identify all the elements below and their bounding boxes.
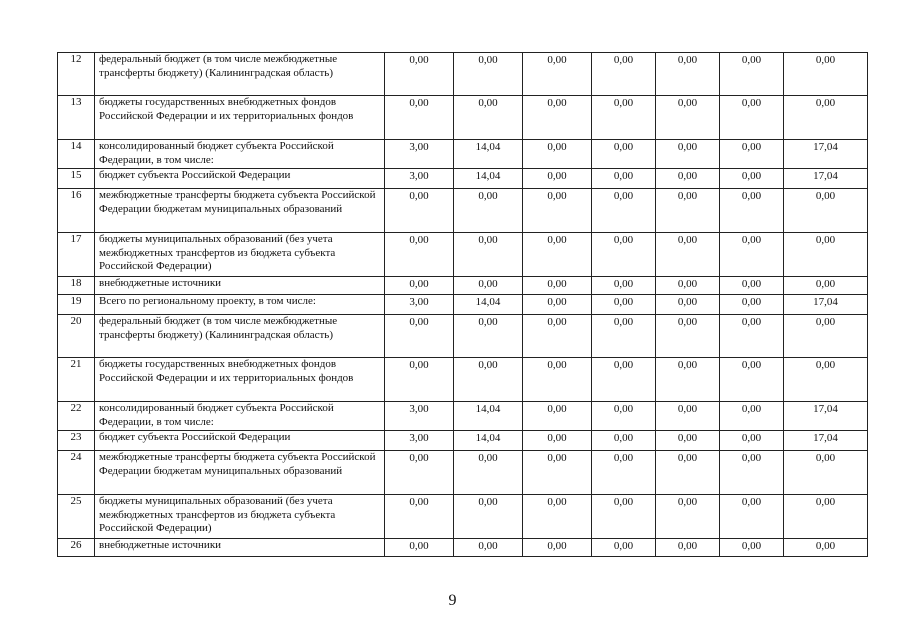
- page-number: 9: [448, 592, 457, 609]
- value-cell: 0,00: [784, 315, 868, 358]
- value-cell: 0,00: [784, 495, 868, 539]
- value-cell: 0,00: [592, 539, 656, 557]
- value-cell: 3,00: [385, 295, 454, 315]
- value-cell: 0,00: [720, 295, 784, 315]
- value-cell: 14,04: [454, 431, 523, 451]
- value-cell: 0,00: [523, 96, 592, 140]
- value-cell: 3,00: [385, 169, 454, 189]
- row-number: 19: [58, 295, 95, 315]
- value-cell: 14,04: [454, 169, 523, 189]
- value-cell: 3,00: [385, 140, 454, 169]
- row-label: федеральный бюджет (в том числе межбюджетные трансферты бюджету) (Калининградская область): [95, 53, 385, 96]
- value-cell: 0,00: [784, 539, 868, 557]
- value-cell: 0,00: [454, 315, 523, 358]
- row-label: бюджеты муниципальных образований (без учета межбюджетных трансфертов из бюджета субъекта Российской Федерации): [95, 233, 385, 277]
- value-cell: 0,00: [523, 169, 592, 189]
- value-cell: 0,00: [523, 233, 592, 277]
- value-cell: 0,00: [385, 358, 454, 402]
- table-body: [58, 53, 868, 557]
- value-cell: 17,04: [784, 140, 868, 169]
- row-number: 15: [58, 169, 95, 189]
- value-cell: 0,00: [784, 189, 868, 233]
- table-row: [58, 431, 868, 451]
- table-row: [58, 189, 868, 233]
- value-cell: 17,04: [784, 169, 868, 189]
- value-cell: 17,04: [784, 431, 868, 451]
- value-cell: 0,00: [720, 53, 784, 96]
- table-row: [58, 539, 868, 557]
- table-row: [58, 96, 868, 140]
- table-row: [58, 402, 868, 431]
- value-cell: 0,00: [523, 189, 592, 233]
- value-cell: 0,00: [523, 402, 592, 431]
- value-cell: 0,00: [656, 277, 720, 295]
- row-label: бюджет субъекта Российской Федерации: [95, 169, 385, 189]
- row-label: консолидированный бюджет субъекта Российской Федерации, в том числе:: [95, 140, 385, 169]
- value-cell: 0,00: [784, 53, 868, 96]
- value-cell: 0,00: [656, 140, 720, 169]
- row-label: межбюджетные трансферты бюджета субъекта Российской Федерации бюджетам муниципальных образований: [95, 451, 385, 495]
- table-row: [58, 451, 868, 495]
- value-cell: 0,00: [592, 451, 656, 495]
- value-cell: 0,00: [523, 140, 592, 169]
- value-cell: 0,00: [454, 451, 523, 495]
- table-row: [58, 169, 868, 189]
- row-label: внебюджетные источники: [95, 539, 385, 557]
- value-cell: 0,00: [656, 402, 720, 431]
- value-cell: 0,00: [385, 451, 454, 495]
- row-label: Всего по региональному проекту, в том числе:: [95, 295, 385, 315]
- value-cell: 0,00: [720, 495, 784, 539]
- row-number: 14: [58, 140, 95, 169]
- value-cell: 0,00: [656, 295, 720, 315]
- value-cell: 0,00: [523, 315, 592, 358]
- value-cell: 0,00: [784, 277, 868, 295]
- value-cell: 0,00: [720, 539, 784, 557]
- value-cell: 0,00: [523, 451, 592, 495]
- row-label: федеральный бюджет (в том числе межбюджетные трансферты бюджету) (Калининградская область): [95, 315, 385, 358]
- value-cell: 0,00: [523, 358, 592, 402]
- value-cell: 0,00: [454, 358, 523, 402]
- value-cell: 0,00: [385, 53, 454, 96]
- row-label: межбюджетные трансферты бюджета субъекта Российской Федерации бюджетам муниципальных образований: [95, 189, 385, 233]
- table-row: [58, 140, 868, 169]
- table-row: [58, 495, 868, 539]
- value-cell: 0,00: [523, 495, 592, 539]
- row-label: бюджеты муниципальных образований (без учета межбюджетных трансфертов из бюджета субъекта Российской Федерации): [95, 495, 385, 539]
- value-cell: 0,00: [720, 315, 784, 358]
- value-cell: 0,00: [720, 277, 784, 295]
- value-cell: 0,00: [656, 315, 720, 358]
- table-row: [58, 295, 868, 315]
- value-cell: 0,00: [592, 169, 656, 189]
- value-cell: 0,00: [454, 233, 523, 277]
- value-cell: 0,00: [592, 140, 656, 169]
- value-cell: 3,00: [385, 431, 454, 451]
- value-cell: 3,00: [385, 402, 454, 431]
- value-cell: 0,00: [720, 169, 784, 189]
- value-cell: 0,00: [454, 495, 523, 539]
- row-number: 25: [58, 495, 95, 539]
- value-cell: 0,00: [385, 189, 454, 233]
- value-cell: 0,00: [592, 96, 656, 140]
- row-number: 26: [58, 539, 95, 557]
- value-cell: 0,00: [656, 358, 720, 402]
- value-cell: 14,04: [454, 295, 523, 315]
- value-cell: 0,00: [523, 295, 592, 315]
- table-row: [58, 233, 868, 277]
- row-label: бюджет субъекта Российской Федерации: [95, 431, 385, 451]
- value-cell: 0,00: [592, 233, 656, 277]
- value-cell: 17,04: [784, 295, 868, 315]
- value-cell: 0,00: [784, 451, 868, 495]
- value-cell: 0,00: [592, 431, 656, 451]
- value-cell: 0,00: [720, 140, 784, 169]
- value-cell: 0,00: [385, 495, 454, 539]
- row-number: 13: [58, 96, 95, 140]
- value-cell: 14,04: [454, 140, 523, 169]
- value-cell: 0,00: [656, 451, 720, 495]
- value-cell: 0,00: [454, 189, 523, 233]
- value-cell: 0,00: [720, 451, 784, 495]
- budget-table: [57, 52, 868, 557]
- value-cell: 0,00: [454, 539, 523, 557]
- value-cell: 0,00: [523, 431, 592, 451]
- value-cell: 0,00: [592, 53, 656, 96]
- row-number: 21: [58, 358, 95, 402]
- value-cell: 0,00: [720, 431, 784, 451]
- row-label: консолидированный бюджет субъекта Российской Федерации, в том числе:: [95, 402, 385, 431]
- value-cell: 17,04: [784, 402, 868, 431]
- value-cell: 0,00: [454, 53, 523, 96]
- value-cell: 0,00: [592, 295, 656, 315]
- row-label: внебюджетные источники: [95, 277, 385, 295]
- value-cell: 0,00: [784, 358, 868, 402]
- value-cell: 0,00: [784, 233, 868, 277]
- value-cell: 0,00: [656, 431, 720, 451]
- value-cell: 0,00: [720, 96, 784, 140]
- value-cell: 0,00: [385, 233, 454, 277]
- value-cell: 0,00: [720, 189, 784, 233]
- value-cell: 0,00: [656, 169, 720, 189]
- row-label: бюджеты государственных внебюджетных фондов Российской Федерации и их территориальных фондов: [95, 96, 385, 140]
- value-cell: 0,00: [656, 233, 720, 277]
- row-label: бюджеты государственных внебюджетных фондов Российской Федерации и их территориальных фондов: [95, 358, 385, 402]
- value-cell: 0,00: [656, 96, 720, 140]
- row-number: 20: [58, 315, 95, 358]
- value-cell: 0,00: [592, 402, 656, 431]
- value-cell: 0,00: [523, 53, 592, 96]
- value-cell: 0,00: [592, 189, 656, 233]
- value-cell: 0,00: [720, 402, 784, 431]
- value-cell: 0,00: [592, 358, 656, 402]
- row-number: 22: [58, 402, 95, 431]
- value-cell: 0,00: [385, 539, 454, 557]
- value-cell: 14,04: [454, 402, 523, 431]
- value-cell: 0,00: [720, 358, 784, 402]
- table-row: [58, 277, 868, 295]
- value-cell: 0,00: [523, 277, 592, 295]
- row-number: 17: [58, 233, 95, 277]
- value-cell: 0,00: [592, 277, 656, 295]
- row-number: 18: [58, 277, 95, 295]
- value-cell: 0,00: [385, 315, 454, 358]
- value-cell: 0,00: [592, 315, 656, 358]
- value-cell: 0,00: [454, 96, 523, 140]
- table-row: [58, 315, 868, 358]
- value-cell: 0,00: [656, 539, 720, 557]
- value-cell: 0,00: [385, 96, 454, 140]
- value-cell: 0,00: [592, 495, 656, 539]
- value-cell: 0,00: [523, 539, 592, 557]
- value-cell: 0,00: [656, 189, 720, 233]
- value-cell: 0,00: [720, 233, 784, 277]
- value-cell: 0,00: [454, 277, 523, 295]
- row-number: 16: [58, 189, 95, 233]
- row-number: 24: [58, 451, 95, 495]
- value-cell: 0,00: [656, 495, 720, 539]
- table-row: [58, 358, 868, 402]
- row-number: 12: [58, 53, 95, 96]
- value-cell: 0,00: [385, 277, 454, 295]
- value-cell: 0,00: [784, 96, 868, 140]
- value-cell: 0,00: [656, 53, 720, 96]
- table-row: [58, 53, 868, 96]
- row-number: 23: [58, 431, 95, 451]
